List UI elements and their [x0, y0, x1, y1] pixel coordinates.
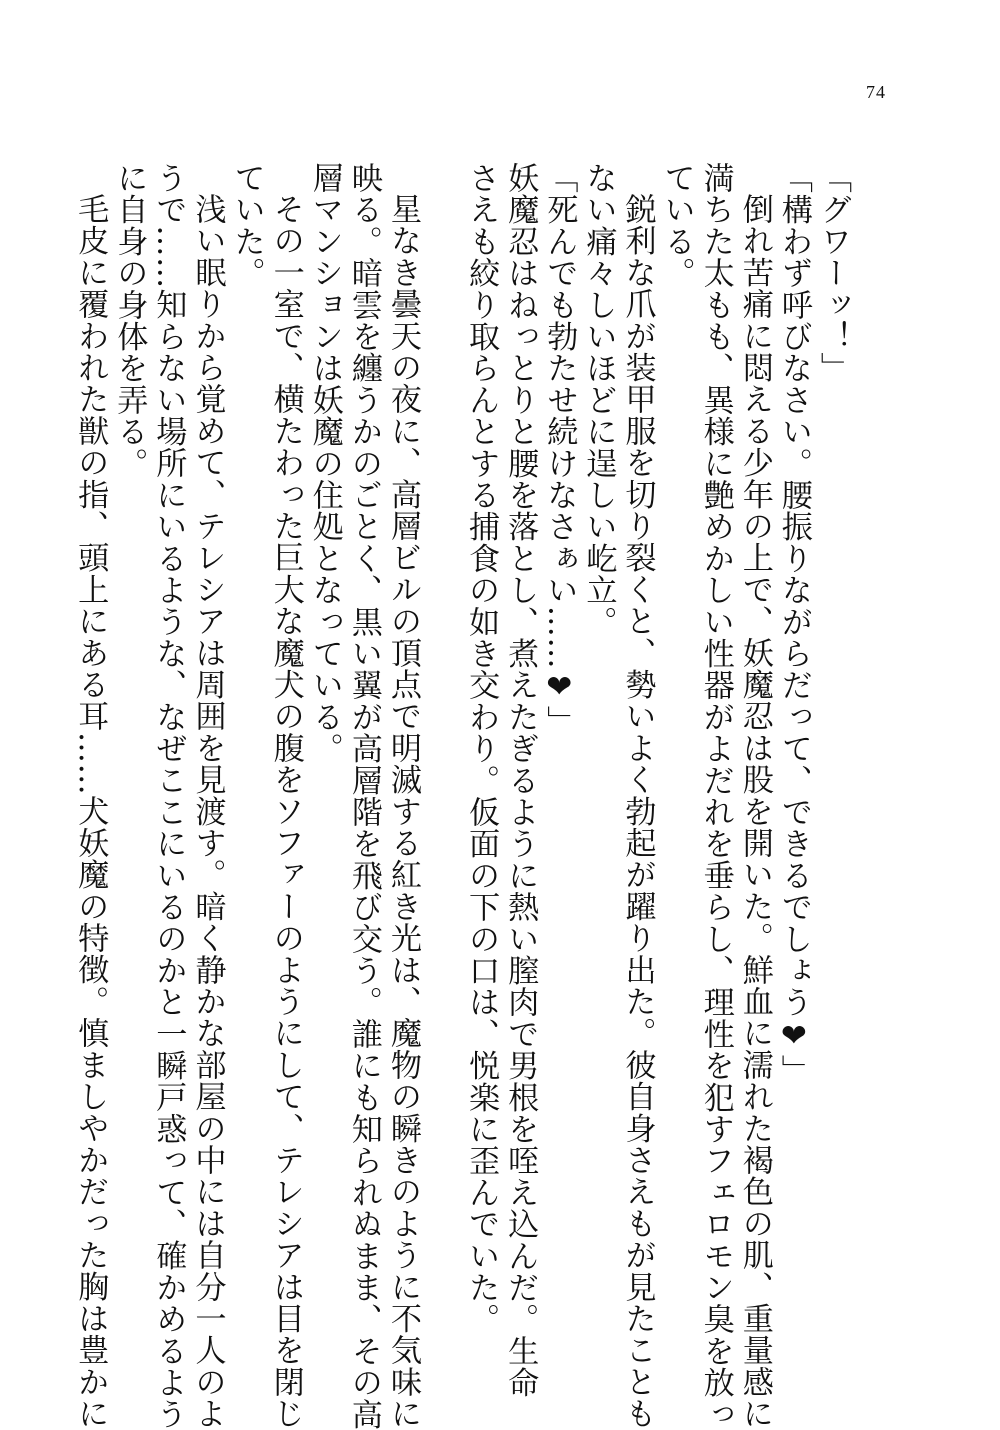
text-line: うで……知らない場所にいるような、なぜここにいるのかと一瞬戸惑って、確かめるよう — [150, 162, 187, 1430]
blank-line — [422, 162, 461, 1302]
text-line: 倒れ苦痛に悶える少年の上で、妖魔忍は股を開いた。鮮血に濡れた褐色の肌、重量感に — [736, 193, 773, 1430]
text-line: 満ちた太もも、異様に艶めかしい性器がよだれを垂らし、理性を犯すフェロモン臭を放っ — [697, 162, 734, 1430]
text-line: 鋭利な爪が装甲服を切り裂くと、勢いよく勃起が躍り出た。彼自身さえもが見たことも — [619, 193, 656, 1430]
text-line: ていた。 — [228, 162, 265, 289]
text-line: 「グワーッ！」 — [815, 162, 851, 384]
text-line: 「構わず呼びなさい。腰振りながらだって、できるでしょう❤」 — [775, 162, 812, 1087]
text-line: 妖魔忍はねっとりと腰を落とし、煮えたぎるように熱い膣肉で男根を咥え込んだ。生命 — [502, 162, 539, 1399]
text-line: さえも絞り取らんとする捕食の如き交わり。仮面の下の口は、悦楽に歪んでいた。 — [463, 162, 500, 1335]
text-line: 浅い眠りから覚めて、テレシアは周囲を見渡す。暗く静かな部屋の中には自分一人のよ — [189, 193, 226, 1430]
page-number: 74 — [866, 82, 886, 102]
text-line: に自身の身体を弄る。 — [111, 162, 148, 479]
text-line: 映る。暗雲を纏うかのごとく、黒い翼が高層階を飛び交う。誰にも知られぬまま、その高 — [345, 162, 382, 1430]
text-line: その一室で、横たわった巨大な魔犬の腹をソファーのようにして、テレシアは目を閉じ — [267, 193, 304, 1430]
text-line: 毛皮に覆われた獣の指、頭上にある耳……犬妖魔の特徴。慎ましやかだった胸は豊かに — [72, 193, 109, 1430]
text-line: ている。 — [658, 162, 695, 289]
body-text — [72, 162, 852, 1430]
text-line: 「死んでも勃たせ続けなさぁい……❤」 — [541, 162, 578, 738]
text-line: 星なき曇天の夜に、高層ビルの頂点で明滅する紅き光は、魔物の瞬きのように不気味に — [384, 193, 421, 1430]
text-line: ない痛々しいほどに逞しい屹立。 — [580, 162, 617, 638]
text-line: 層マンションは妖魔の住処となっている。 — [306, 162, 343, 765]
